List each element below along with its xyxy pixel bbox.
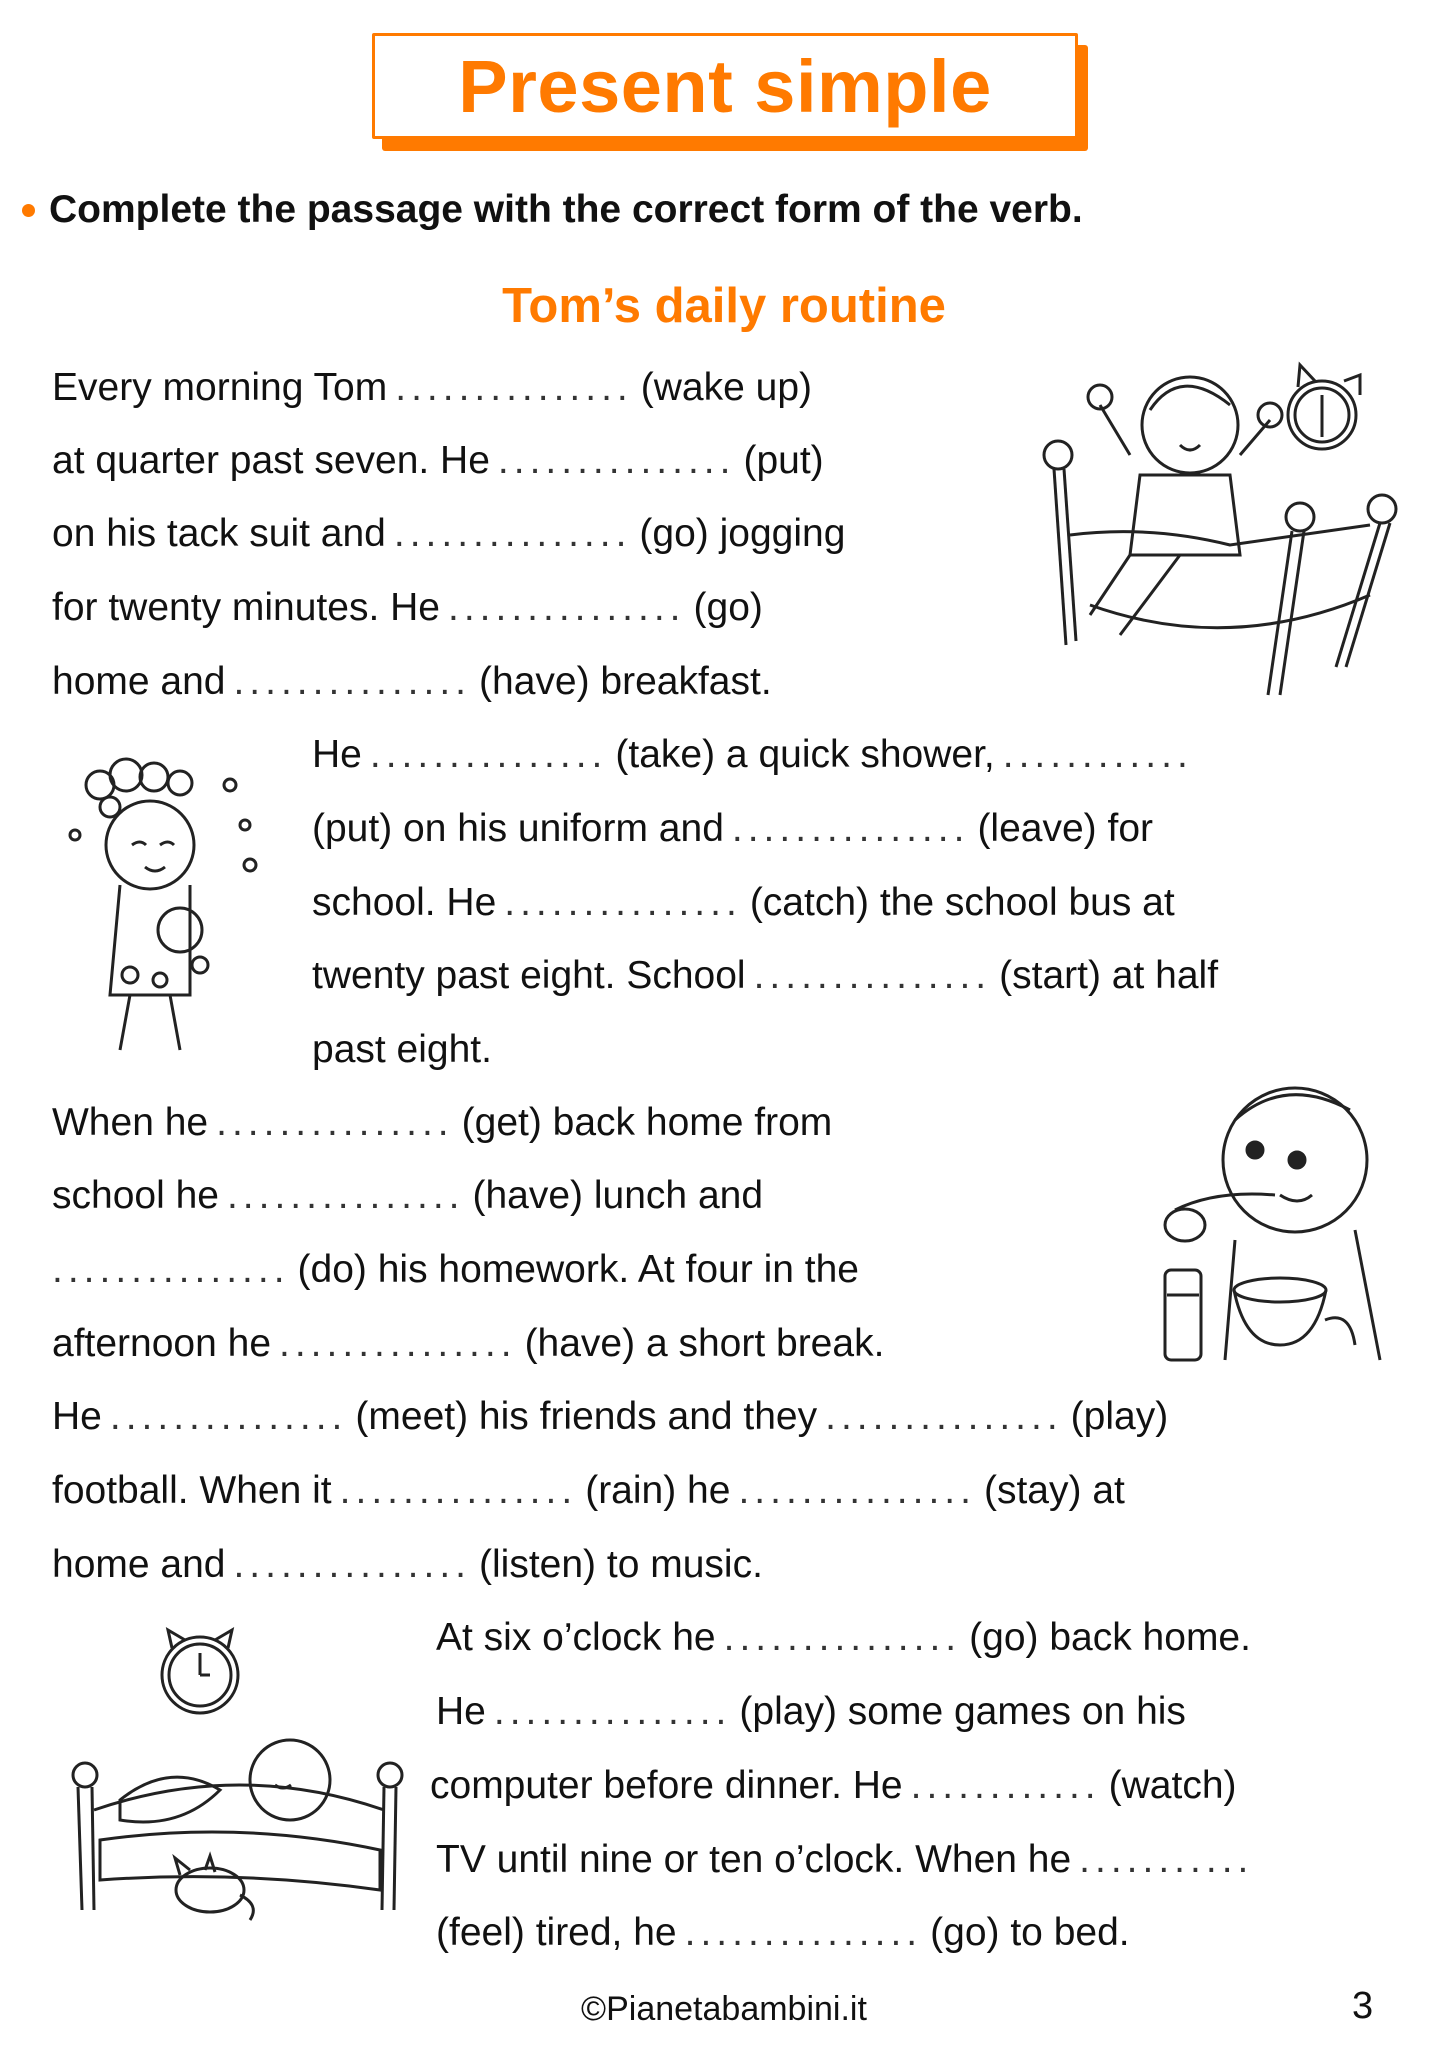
passage-line	[436, 1835, 1261, 1885]
text: twenty past eight. School	[312, 954, 746, 997]
verb-hint: (have) breakfast.	[479, 660, 772, 703]
passage-line	[430, 1761, 1237, 1811]
text: He	[312, 733, 362, 776]
blank-field[interactable]: ...............	[339, 1469, 578, 1512]
boy-showering-illustration	[60, 755, 275, 1065]
text: He	[52, 1395, 102, 1438]
passage-line	[52, 1098, 832, 1148]
blank-field[interactable]: ............	[1002, 733, 1193, 776]
text: school. He	[312, 881, 497, 924]
glass-of-milk-icon	[1165, 1270, 1201, 1360]
passage-line	[52, 1319, 884, 1369]
instruction	[22, 188, 1083, 232]
passage-line	[52, 1540, 763, 1590]
blank-field[interactable]: ...............	[493, 1690, 732, 1733]
text: (put) on his uniform and	[312, 807, 724, 850]
text: (feel) tired, he	[436, 1911, 677, 1954]
verb-hint: (watch)	[1108, 1764, 1237, 1807]
verb-hint: (go) jogging	[639, 512, 846, 555]
blank-field[interactable]: ...............	[497, 439, 736, 482]
text: He	[436, 1690, 486, 1733]
passage-line	[52, 1171, 763, 1221]
text: computer before dinner. He	[430, 1764, 903, 1807]
verb-hint: (do) his homework. At four in the	[297, 1248, 859, 1291]
blank-field[interactable]: ...............	[233, 1543, 472, 1586]
text: afternoon he	[52, 1322, 272, 1365]
verb-hint: (listen) to music.	[479, 1543, 763, 1586]
text: At six o’clock he	[436, 1616, 716, 1659]
blank-field[interactable]: ...............	[731, 807, 970, 850]
text: When he	[52, 1101, 209, 1144]
wall-clock-icon	[162, 1630, 238, 1713]
boy-eating-illustration	[1135, 1080, 1405, 1375]
blank-field[interactable]: ...............	[279, 1322, 517, 1365]
verb-hint: (wake up)	[640, 366, 813, 409]
blank-field[interactable]: ...............	[393, 512, 632, 555]
verb-hint: (go) back home.	[969, 1616, 1251, 1659]
passage-line	[52, 436, 824, 486]
blank-field[interactable]: ...............	[825, 1395, 1063, 1438]
blank-field[interactable]: ...............	[52, 1248, 290, 1291]
verb-hint: (go)	[693, 586, 763, 629]
cereal-bowl-icon	[1234, 1278, 1326, 1345]
verb-hint: (get) back home from	[461, 1101, 833, 1144]
text: TV until nine or ten o’clock. When he	[436, 1838, 1072, 1881]
title-box	[372, 33, 1078, 139]
text: school he	[52, 1174, 219, 1217]
passage-title: Tom’s daily routine	[502, 279, 946, 333]
text: home and	[52, 660, 226, 703]
blank-field[interactable]: ...........	[1079, 1838, 1254, 1881]
blank-field[interactable]: ...............	[216, 1101, 454, 1144]
passage-line	[52, 583, 763, 633]
soap-bubbles-icon	[70, 759, 256, 871]
verb-hint: (leave) for	[977, 807, 1153, 850]
passage-line	[436, 1613, 1251, 1663]
verb-hint: (start) at half	[999, 954, 1219, 997]
cat-icon	[175, 1856, 253, 1920]
text: football. When it	[52, 1469, 332, 1512]
passage-line	[52, 363, 812, 413]
blank-field[interactable]: ...............	[395, 366, 633, 409]
blank-field[interactable]: ...............	[226, 1174, 465, 1217]
text: at quarter past seven. He	[52, 439, 490, 482]
blank-field[interactable]: ...............	[723, 1616, 962, 1659]
passage-line	[312, 951, 1218, 1001]
text: on his tack suit and	[52, 512, 386, 555]
passage-line	[312, 878, 1175, 928]
page-title: Present simple	[458, 44, 992, 128]
text: home and	[52, 1543, 226, 1586]
verb-hint: (play)	[1070, 1395, 1169, 1438]
blank-field[interactable]: ...............	[369, 733, 608, 776]
blank-field[interactable]: ...............	[447, 586, 686, 629]
verb-hint: (stay) at	[983, 1469, 1125, 1512]
passage-line	[52, 1392, 1168, 1442]
copyright: ©Pianetabambini.it	[581, 1990, 867, 2028]
blank-field[interactable]: ...............	[233, 660, 472, 703]
passage-line	[312, 730, 1201, 780]
boy-sleeping-illustration	[60, 1620, 410, 1925]
passage-line	[312, 1025, 492, 1075]
passage-line	[436, 1908, 1130, 1958]
blank-field[interactable]: ...............	[738, 1469, 976, 1512]
text: for twenty minutes. He	[52, 586, 440, 629]
verb-hint: (play) some games on his	[739, 1690, 1186, 1733]
verb-hint: (have) lunch and	[472, 1174, 764, 1217]
instruction-text: Complete the passage with the correct form of the verb.	[49, 188, 1083, 231]
boy-waking-up-illustration	[1030, 345, 1420, 705]
passage-line	[312, 804, 1153, 854]
passage-line	[52, 1245, 859, 1295]
verb-hint: (take) a quick shower,	[615, 733, 995, 776]
blank-field[interactable]: ...............	[504, 881, 742, 924]
verb-hint: (go) to bed.	[930, 1911, 1130, 1954]
title-banner	[372, 33, 1078, 139]
blank-field[interactable]: ...............	[684, 1911, 923, 1954]
verb-hint: (put)	[743, 439, 824, 482]
verb-hint: (have) a short break.	[524, 1322, 885, 1365]
blank-field[interactable]: ............	[910, 1764, 1101, 1807]
blank-field[interactable]: ...............	[109, 1395, 348, 1438]
passage-line	[436, 1687, 1186, 1737]
text: Every morning Tom	[52, 366, 388, 409]
bullet-icon	[22, 204, 35, 217]
passage-line	[52, 657, 772, 707]
page-number: 3	[1352, 1985, 1374, 2027]
passage-line	[52, 509, 845, 559]
verb-hint: (rain) he	[585, 1469, 731, 1512]
blank-field[interactable]: ...............	[753, 954, 992, 997]
verb-hint: (catch) the school bus at	[749, 881, 1175, 924]
verb-hint: (meet) his friends and they	[355, 1395, 818, 1438]
passage-line	[52, 1466, 1125, 1516]
text: past eight.	[312, 1028, 492, 1071]
alarm-clock-icon	[1288, 365, 1360, 449]
